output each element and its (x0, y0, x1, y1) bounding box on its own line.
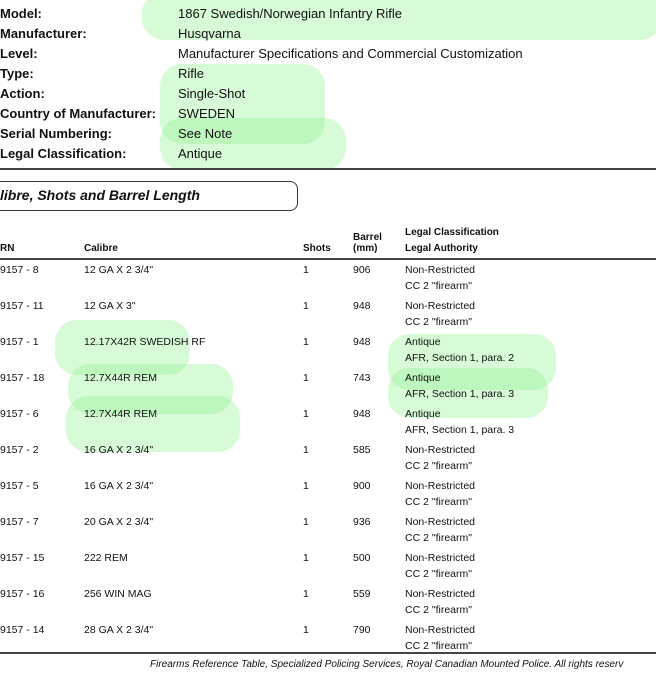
cell-authority: CC 2 "firearm" (405, 316, 472, 328)
cell-frn: 9157 - 2 (0, 444, 39, 456)
cell-calibre: 16 GA X 2 3/4" (84, 480, 154, 492)
cell-authority: CC 2 "firearm" (405, 640, 472, 652)
cell-frn: 9157 - 6 (0, 408, 39, 420)
footer-text: Firearms Reference Table, Specialized Policing Services, Royal Canadian Mounted Police. All rights reserv (150, 659, 624, 670)
cell-shots: 1 (303, 408, 309, 420)
cell-classification: Antique (405, 336, 441, 348)
header-shots: Shots (303, 243, 331, 254)
cell-calibre: 28 GA X 2 3/4" (84, 624, 154, 636)
spec-label: Type: (0, 66, 34, 81)
cell-calibre: 12 GA X 2 3/4" (84, 264, 154, 276)
header-legal-2: Legal Authority (405, 243, 478, 254)
cell-shots: 1 (303, 372, 309, 384)
cell-barrel: 948 (353, 408, 371, 420)
cell-authority: CC 2 "firearm" (405, 604, 472, 616)
spec-value: Antique (178, 146, 223, 161)
spec-label: Manufacturer: (0, 26, 87, 41)
cell-calibre: 12.7X44R REM (84, 408, 157, 420)
cell-calibre: 222 REM (84, 552, 128, 564)
cell-authority: CC 2 "firearm" (405, 532, 472, 544)
cell-classification: Non-Restricted (405, 444, 476, 456)
spec-value: 1867 Swedish/Norwegian Infantry Rifle (178, 6, 403, 21)
cell-shots: 1 (303, 552, 309, 564)
header-barrel-2: (mm) (353, 243, 378, 254)
cell-shots: 1 (303, 264, 309, 276)
spec-label: Country of Manufacturer: (0, 106, 156, 121)
spec-value: Manufacturer Specifications and Commercial Customization (178, 46, 523, 61)
spec-label: Level: (0, 46, 38, 61)
cell-classification: Antique (405, 372, 441, 384)
cell-barrel: 500 (353, 552, 371, 564)
cell-frn: 9157 - 1 (0, 336, 39, 348)
header-legal-1: Legal Classification (405, 227, 499, 238)
table-header-divider (0, 258, 656, 260)
cell-barrel: 585 (353, 444, 371, 456)
cell-shots: 1 (303, 300, 309, 312)
cell-calibre: 256 WIN MAG (84, 588, 152, 600)
spec-label: Model: (0, 6, 42, 21)
cell-barrel: 948 (353, 336, 371, 348)
cell-classification: Antique (405, 408, 441, 420)
cell-barrel: 906 (353, 264, 371, 276)
cell-classification: Non-Restricted (405, 300, 476, 312)
cell-calibre: 12.17X42R SWEDISH RF (84, 336, 206, 348)
spec-value: Husqvarna (178, 26, 241, 41)
header-barrel-1: Barrel (353, 232, 382, 243)
spec-value: Rifle (178, 66, 205, 81)
cell-classification: Non-Restricted (405, 588, 476, 600)
cell-authority: AFR, Section 1, para. 3 (405, 388, 515, 400)
cell-frn: 9157 - 18 (0, 372, 45, 384)
cell-authority: CC 2 "firearm" (405, 460, 472, 472)
cell-barrel: 936 (353, 516, 371, 528)
cell-calibre: 16 GA X 2 3/4" (84, 444, 154, 456)
divider (0, 168, 656, 170)
spec-value: Single-Shot (178, 86, 246, 101)
cell-authority: CC 2 "firearm" (405, 568, 472, 580)
spec-value: SWEDEN (178, 106, 236, 121)
footer-divider (0, 652, 656, 654)
cell-shots: 1 (303, 516, 309, 528)
cell-calibre: 20 GA X 2 3/4" (84, 516, 154, 528)
cell-shots: 1 (303, 624, 309, 636)
header-calibre: Calibre (84, 243, 118, 254)
header-frn: RN (0, 243, 15, 254)
cell-frn: 9157 - 16 (0, 588, 45, 600)
cell-authority: AFR, Section 1, para. 2 (405, 352, 515, 364)
section-title: libre, Shots and Barrel Length (0, 187, 200, 203)
cell-authority: CC 2 "firearm" (405, 280, 472, 292)
cell-shots: 1 (303, 444, 309, 456)
spec-label: Action: (0, 86, 45, 101)
cell-shots: 1 (303, 588, 309, 600)
cell-barrel: 948 (353, 300, 371, 312)
cell-classification: Non-Restricted (405, 264, 476, 276)
cell-classification: Non-Restricted (405, 552, 476, 564)
cell-classification: Non-Restricted (405, 480, 476, 492)
cell-classification: Non-Restricted (405, 516, 476, 528)
cell-frn: 9157 - 7 (0, 516, 39, 528)
cell-calibre: 12.7X44R REM (84, 372, 157, 384)
cell-barrel: 743 (353, 372, 371, 384)
cell-barrel: 790 (353, 624, 371, 636)
cell-calibre: 12 GA X 3" (84, 300, 136, 312)
cell-authority: AFR, Section 1, para. 3 (405, 424, 515, 436)
spec-value: See Note (178, 126, 233, 141)
cell-barrel: 900 (353, 480, 371, 492)
cell-frn: 9157 - 15 (0, 552, 45, 564)
cell-frn: 9157 - 14 (0, 624, 45, 636)
cell-classification: Non-Restricted (405, 624, 476, 636)
cell-shots: 1 (303, 336, 309, 348)
cell-shots: 1 (303, 480, 309, 492)
cell-frn: 9157 - 11 (0, 300, 44, 312)
cell-frn: 9157 - 8 (0, 264, 39, 276)
cell-authority: CC 2 "firearm" (405, 496, 472, 508)
spec-label: Serial Numbering: (0, 126, 112, 141)
spec-label: Legal Classification: (0, 146, 127, 161)
cell-frn: 9157 - 5 (0, 480, 39, 492)
cell-barrel: 559 (353, 588, 371, 600)
